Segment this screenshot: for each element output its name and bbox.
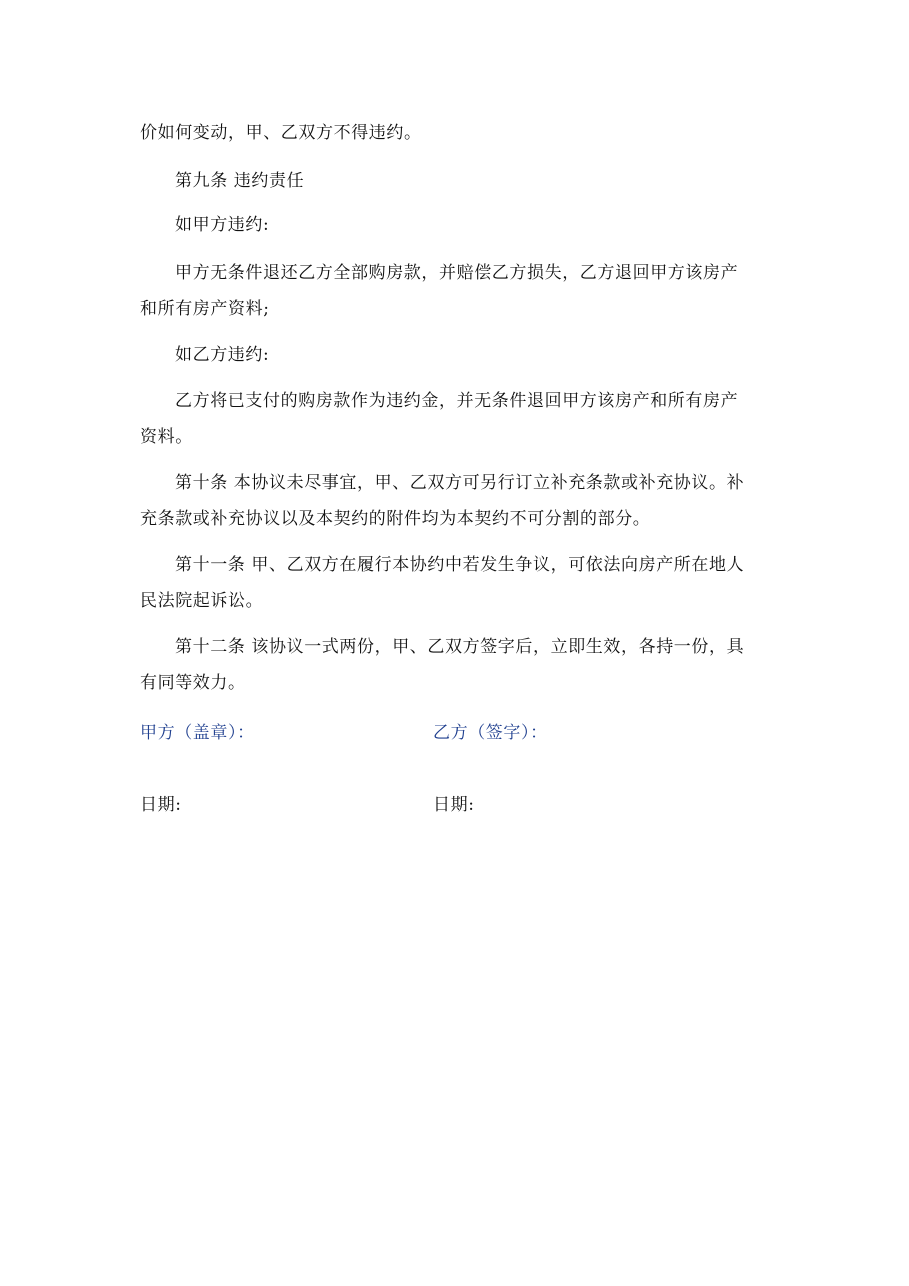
party-a-date-label: 日期: (140, 795, 182, 815)
article-paragraph: 第十二条 该协议一式两份，甲、乙双方签字后，立即生效，各持一份，具 (175, 637, 745, 657)
text-line: 和所有房产资料; (140, 299, 270, 319)
party-b-signature-label: 乙方（签字）： (433, 723, 548, 743)
text-line: 资料。 (140, 427, 193, 447)
party-b-date-label: 日期: (433, 795, 475, 815)
party-a-seal-label: 甲方（盖章）： (140, 723, 255, 743)
text-line: 有同等效力。 (140, 673, 246, 693)
text-line: 如乙方违约: (175, 345, 270, 365)
text-line: 价如何变动，甲、乙双方不得违约。 (140, 123, 422, 143)
article-paragraph: 第十一条 甲、乙双方在履行本协约中若发生争议，可依法向房产所在地人 (175, 555, 745, 575)
text-line: 充条款或补充协议以及本契约的附件均为本契约不可分割的部分。 (140, 509, 651, 529)
text-line: 民法院起诉讼。 (140, 591, 264, 611)
text-line: 甲方无条件退还乙方全部购房款，并赔偿乙方损失，乙方退回甲方该房产 (175, 263, 739, 283)
text-line: 乙方将已支付的购房款作为违约金，并无条件退回甲方该房产和所有房产 (175, 391, 739, 411)
article-paragraph: 第十条 本协议未尽事宜，甲、乙双方可另行订立补充条款或补充协议。补 (175, 473, 745, 493)
article-heading: 第九条 违约责任 (175, 171, 305, 191)
text-line: 如甲方违约: (175, 215, 270, 235)
